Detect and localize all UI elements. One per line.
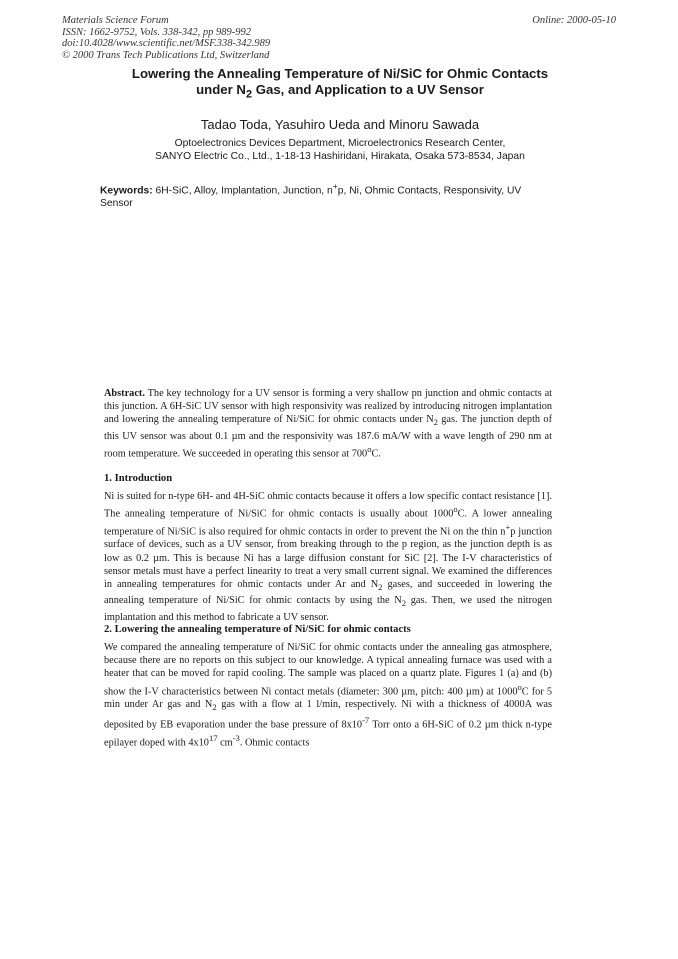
affiliation-line-1: Optoelectronics Devices Department, Microelectronics Research Center, (174, 138, 506, 149)
affiliation (80, 137, 600, 163)
online-date: Online: 2000-05-10 (532, 15, 616, 26)
abstract: Abstract. The key technology for a UV sensor is forming a very shallow pn junction and ohmic contacts at this junction. A 6H-SiC UV sensor with high responsivity was realized by introducing nitrogen implantation and lowering the annealing temperature of Ni/SiC for ohmic contacts under $N_2$ gas. The junction depth of this UV sensor was about 0.1 µm and the responsivity was 187.6 mA/W with a wave length of 290 nm at room temperature. We succeeded in operating this sensor at 700$^o$C. (104, 388, 553, 460)
doi-line: doi:10.4028/www.scientific.net/MSF.338-342.989 (62, 38, 271, 50)
journal-name: Materials Science Forum (62, 15, 169, 26)
abstract-label: Abstract. (104, 388, 145, 399)
keywords-label: Keywords: (100, 185, 153, 197)
section-1-paragraph: Ni is suited for n-type 6H- and 4H-SiC ohmic contacts because it offers a low specific contact resistance [1]. The annealing temperature of Ni/SiC for ohmic contacts is usually about 1000$^o$C. A lower annealing temperature of Ni/SiC is also required for ohmic contacts in order to prevent the Ni on the thin n+p junction surface of devices, such as a UV sensor, from breaking through to the p region, as the junction depth is as low as 0.2 µm. This is because Ni has a large diffusion constant for SiC [2]. The I-V characteristics of sensor metals must have a perfect linearity to treat a very small current signal. We examined the differences in annealing temperatures for ohmic contacts under Ar and $N_2$ gases, and succeeded in lowering the annealing temperature of Ni/SiC for ohmic contacts by using the $N_2$ gas. Then, we used the nitrogen implantation and this method to fabricate a UV sensor. (104, 491, 552, 623)
section-2-heading: 2. Lowering the annealing temperature of Ni/SiC for ohmic contacts (104, 624, 411, 635)
section-2-paragraph: We compared the annealing temperature of Ni/SiC for ohmic contacts under the annealing gas atmosphere, because there are no reports on this subject to our knowledge. A typical annealing furnace was used with a heater that can be moved for rapid cooling. The sample was placed on a quartz plate. Figures 1 (a) and (b) show the I-V characteristics between Ni contact metals (diameter: 300 µm, pitch: 400 µm) at 1000$^o$C for 5 min under Ar gas and $N_2$ gas with a flow at 1 l/min, respectively. Ni with a thickness of 4000A was deposited by EB evaporation under the base pressure of $8x10^{-7}$ Torr onto a 6H-SiC of 0.2 µm thick n-type epilayer doped with $4x10^{17}$ $cm^{-3}$. Ohmic contacts (104, 642, 553, 749)
title-line-1: Lowering the Annealing Temperature of Ni/SiC for Ohmic Contacts (131, 66, 549, 81)
paper-title (80, 66, 600, 103)
keywords: Keywords: 6H-SiC, Alloy, Implantation, Junction, n+p, Ni, Ohmic Contacts, Responsivity, UV Sensor (100, 181, 522, 210)
journal-header (62, 15, 392, 61)
section-1-heading: 1. Introduction (104, 473, 173, 484)
authors: Tadao Toda, Yasuhiro Ueda and Minoru Sawada (200, 117, 480, 132)
title-line-2: under $N_2$ Gas, and Application to a UV Sensor (196, 82, 484, 101)
copyright-line: © 2000 Trans Tech Publications Ltd, Switzerland (62, 49, 270, 61)
issn-line: ISSN: 1662-9752, Vols. 338-342, pp 989-992 (62, 26, 251, 38)
affiliation-line-2: SANYO Electric Co., Ltd., 1-18-13 Hashiridani, Hirakata, Osaka 573-8534, Japan (155, 151, 525, 162)
